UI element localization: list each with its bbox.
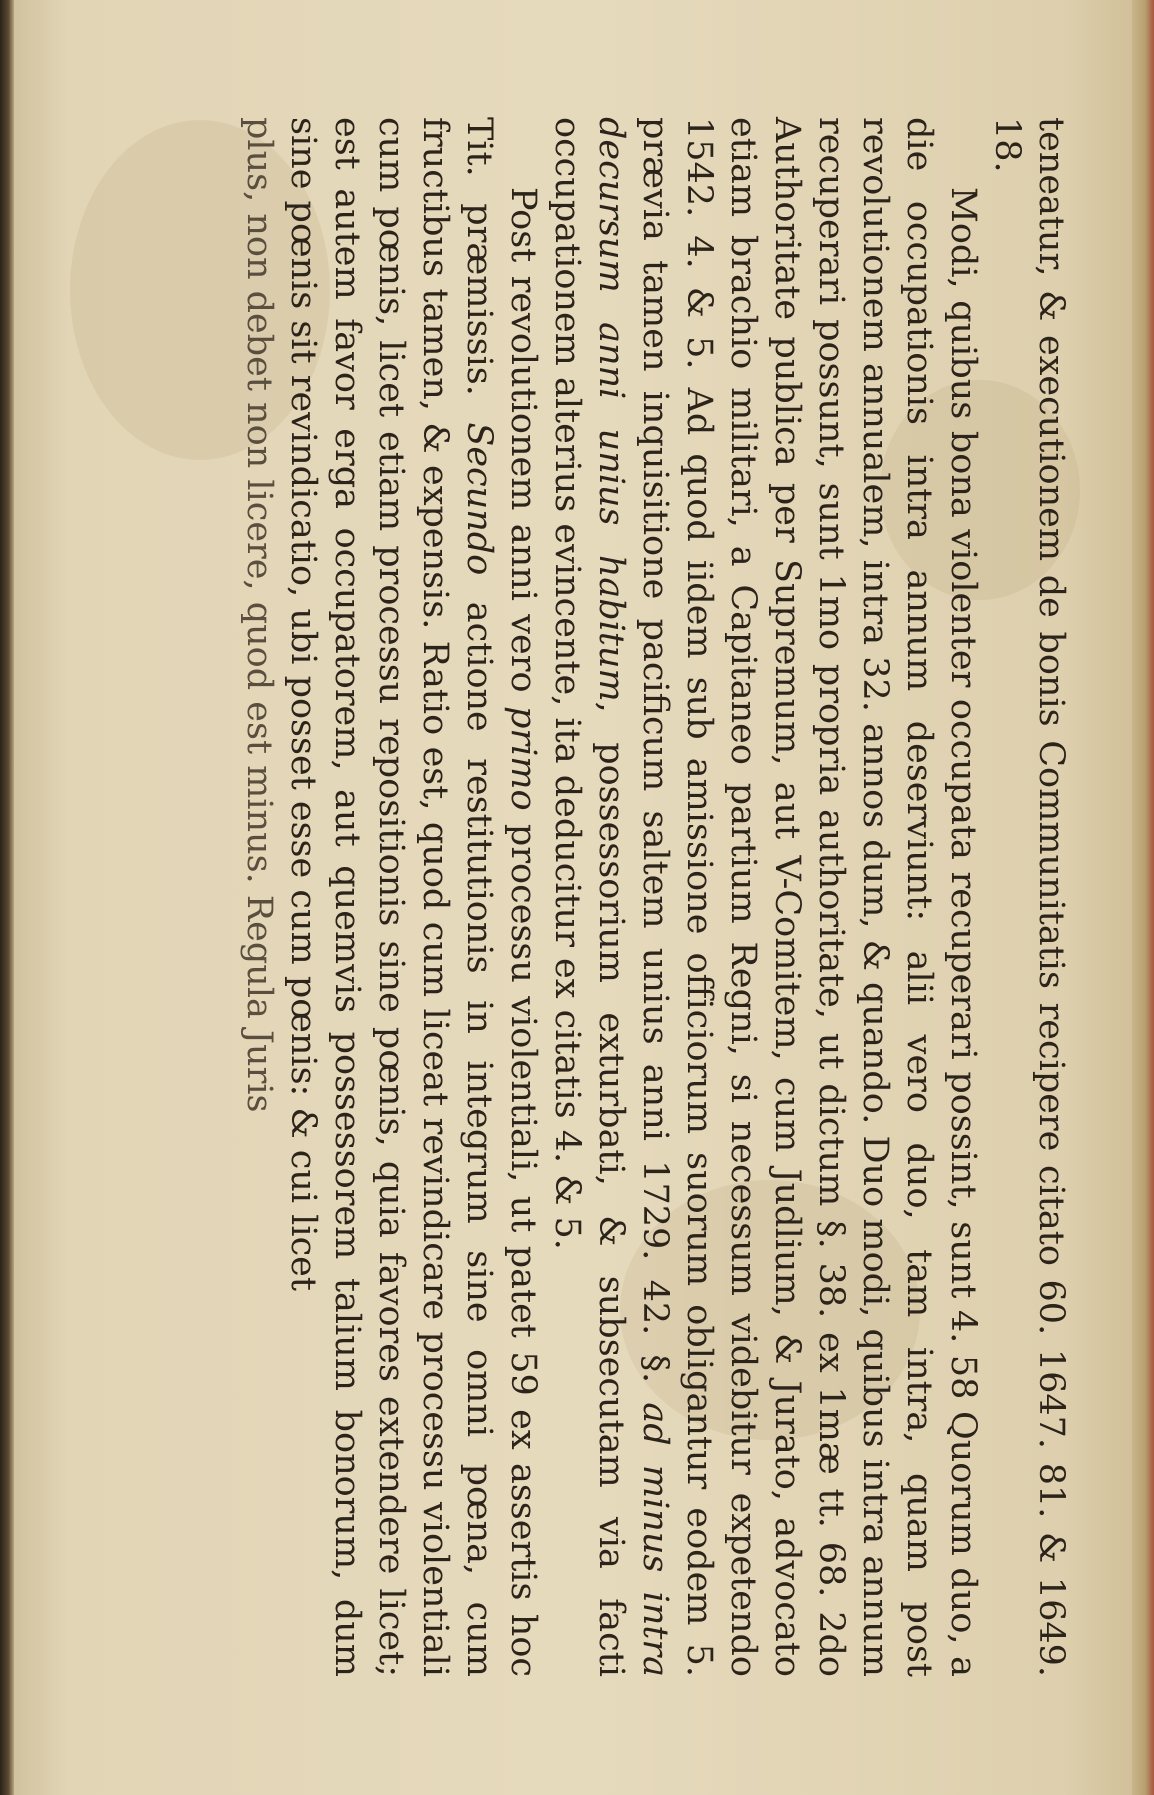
body-text: , possessorium exturbati, & subsecutam via facti occupationem alterius evincente, ita deducitur ex citatis 4. & 5. (547, 117, 631, 1677)
italic-text: primo (503, 705, 543, 811)
italic-text: Secundo (459, 422, 499, 576)
cut-off-last-line: plus, non debet non licere, quod est minus. Regula Juris (239, 117, 279, 1113)
body-text: actione restitutionis in integrum sine omni pœna, cum fructibus tamen, & expensis. Ratio est, quod cum liceat revindicare processu violentiali cum pœnis, licet etiam processu repositionis sine pœnis, quia favores extendere licet; est autem favor erga occupatorem, aut quemvis possessorem talium bonorum, dum sine pœnis sit revindicatio, ubi posset esse cum pœnis: & cui licet (283, 117, 499, 1677)
book-gutter (0, 0, 14, 1795)
rotated-text-block (67, 77, 1087, 1717)
body-text: Post revolutionem anni vero (503, 187, 543, 706)
body-text: teneatur, & executionem de bonis Communitatis recipere citato 60. 1647. 81. & 1649. 18. (987, 117, 1071, 1677)
paragraph-p2 (281, 117, 545, 1677)
body-text: processu violentiali, ut patet 59 ex assertis hoc Tit. præmissis. (459, 117, 543, 1677)
page-edge (1132, 0, 1154, 1795)
body-text: Modi, quibus bona violenter occupata recuperari possint, sunt 4. 58 Quorum duo, a die occupationis intra annum deserviunt: alii vero duo, tam intra, quam post revolutionem annualem, intra 32. annos dum, & quando. Duo modi, quibus intra annum recuperari possunt, sunt 1mo propria authoritate, ut dictum §. 38. ex 1mæ tt. 68. 2do Authoritate publica per Supremum, aut V-Comitem, cum Judlium, & Jurato, advocato etiam brachio militari, a Capitaneo partium Regni, si necessum videbitur expetendo 1542. 4. & 5. Ad quod iidem sub amissione officiorum suorum obligantur eodem 5. prævia tamen inquisitione pacificum saltem unius anni 1729. 42. §. (635, 117, 983, 1677)
paragraph-p1 (545, 117, 985, 1677)
italic-text: ad minus intra decursum anni unius habitum (591, 117, 675, 1677)
paragraph-p0 (985, 117, 1073, 1677)
